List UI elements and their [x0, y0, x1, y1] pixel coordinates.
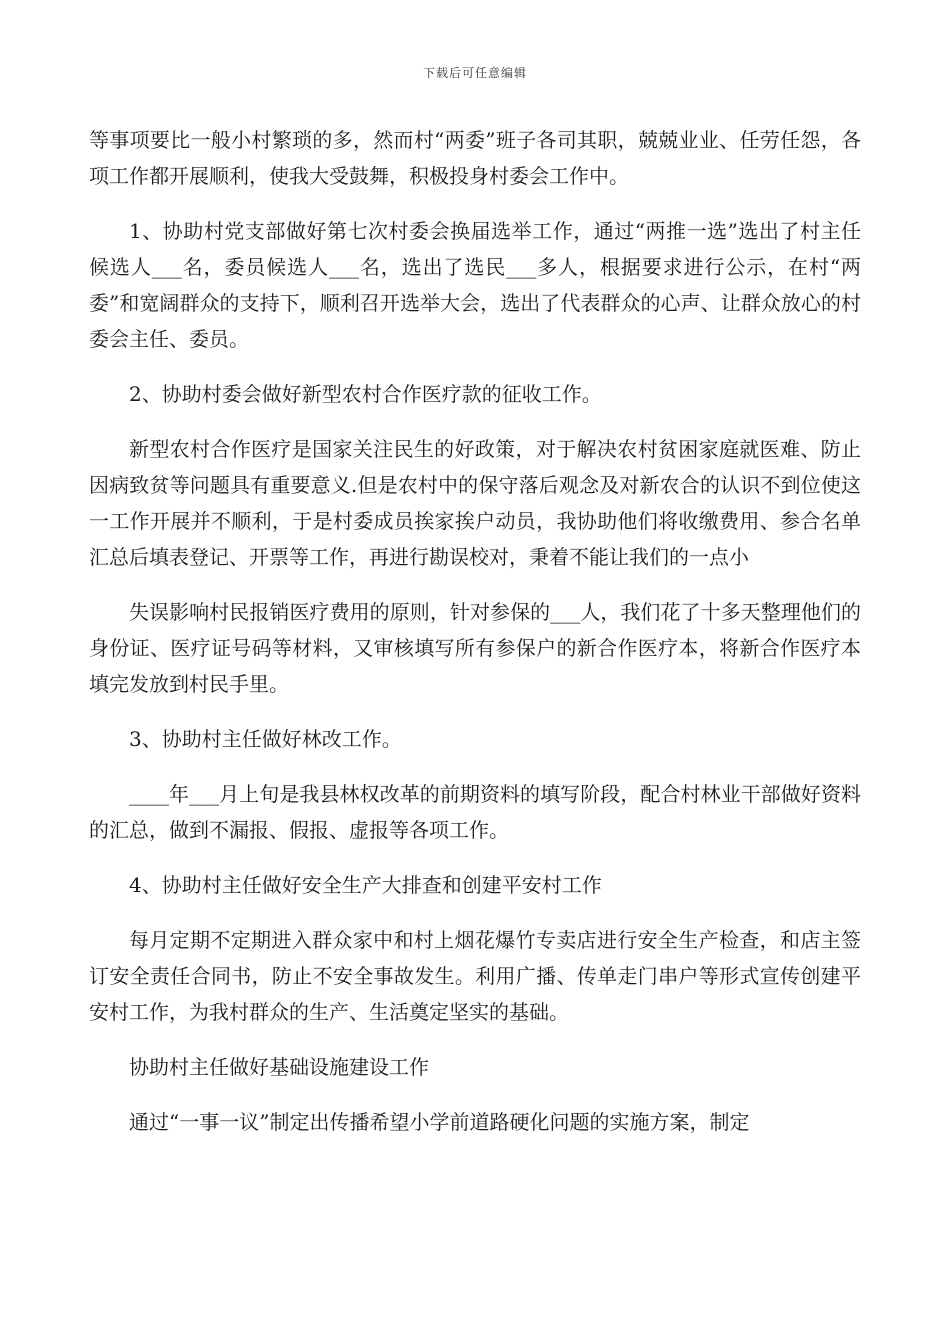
paragraph-election-work: 1、协助村党支部做好第七次村委会换届选举工作，通过“两推一选”选出了村主任候选人___名，委员候选人___名，选出了选民___多人，根据要求进行公示，在村“两委”和宽阔群众的支持下，顺利召开选举大会，选出了代表群众的心声、让群众放心的村委会主任、委员。 [89, 219, 861, 351]
paragraph-heading-medical: 2、协助村委会做好新型农村合作医疗款的征收工作。 [129, 382, 602, 406]
document-body [89, 122, 861, 1140]
paragraph-medical-continued: 失误影响村民报销医疗费用的原则，针对参保的___人，我们花了十多天整理他们的身份证、医疗证号码等材料，又审核填写所有参保户的新合作医疗本，将新合作医疗本填完发放到村民手里。 [89, 600, 861, 696]
paragraph-forestry-detail: ____年___月上旬是我县林权改革的前期资料的填写阶段，配合村林业干部做好资料的汇总，做到不漏报、假报、虚报等各项工作。 [89, 782, 861, 842]
paragraph-continuation: 等事项要比一般小村繁琐的多，然而村“两委”班子各司其职，兢兢业业、任劳任怨，各项工作都开展顺利，使我大受鼓舞，积极投身村委会工作中。 [89, 128, 861, 188]
paragraph-heading-safety: 4、协助村主任做好安全生产大排查和创建平安村工作 [129, 873, 602, 897]
paragraph-medical-detail: 新型农村合作医疗是国家关注民生的好政策，对于解决农村贫困家庭就医难、防止因病致贫等问题具有重要意义.但是农村中的保守落后观念及对新农合的认识不到位使这一工作开展并不顺利，于是村委成员挨家挨户动员，我协助他们将收缴费用、参合名单汇总后填表登记、开票等工作，再进行勘误校对，秉着不能让我们的一点小 [89, 437, 861, 569]
paragraph-heading-forestry: 3、协助村主任做好林改工作。 [129, 727, 402, 751]
paragraph-infrastructure-detail: 通过“一事一议”制定出传播希望小学前道路硬化问题的实施方案，制定 [129, 1110, 750, 1134]
paragraph-safety-detail: 每月定期不定期进入群众家中和村上烟花爆竹专卖店进行安全生产检查，和店主签订安全责任合同书，防止不安全事故发生。利用广播、传单走门串户等形式宣传创建平安村工作，为我村群众的生产、生活奠定坚实的基础。 [89, 928, 861, 1024]
paragraph-heading-infrastructure: 协助村主任做好基础设施建设工作 [129, 1055, 429, 1079]
page-header: 下载后可任意编辑 [422, 66, 527, 80]
